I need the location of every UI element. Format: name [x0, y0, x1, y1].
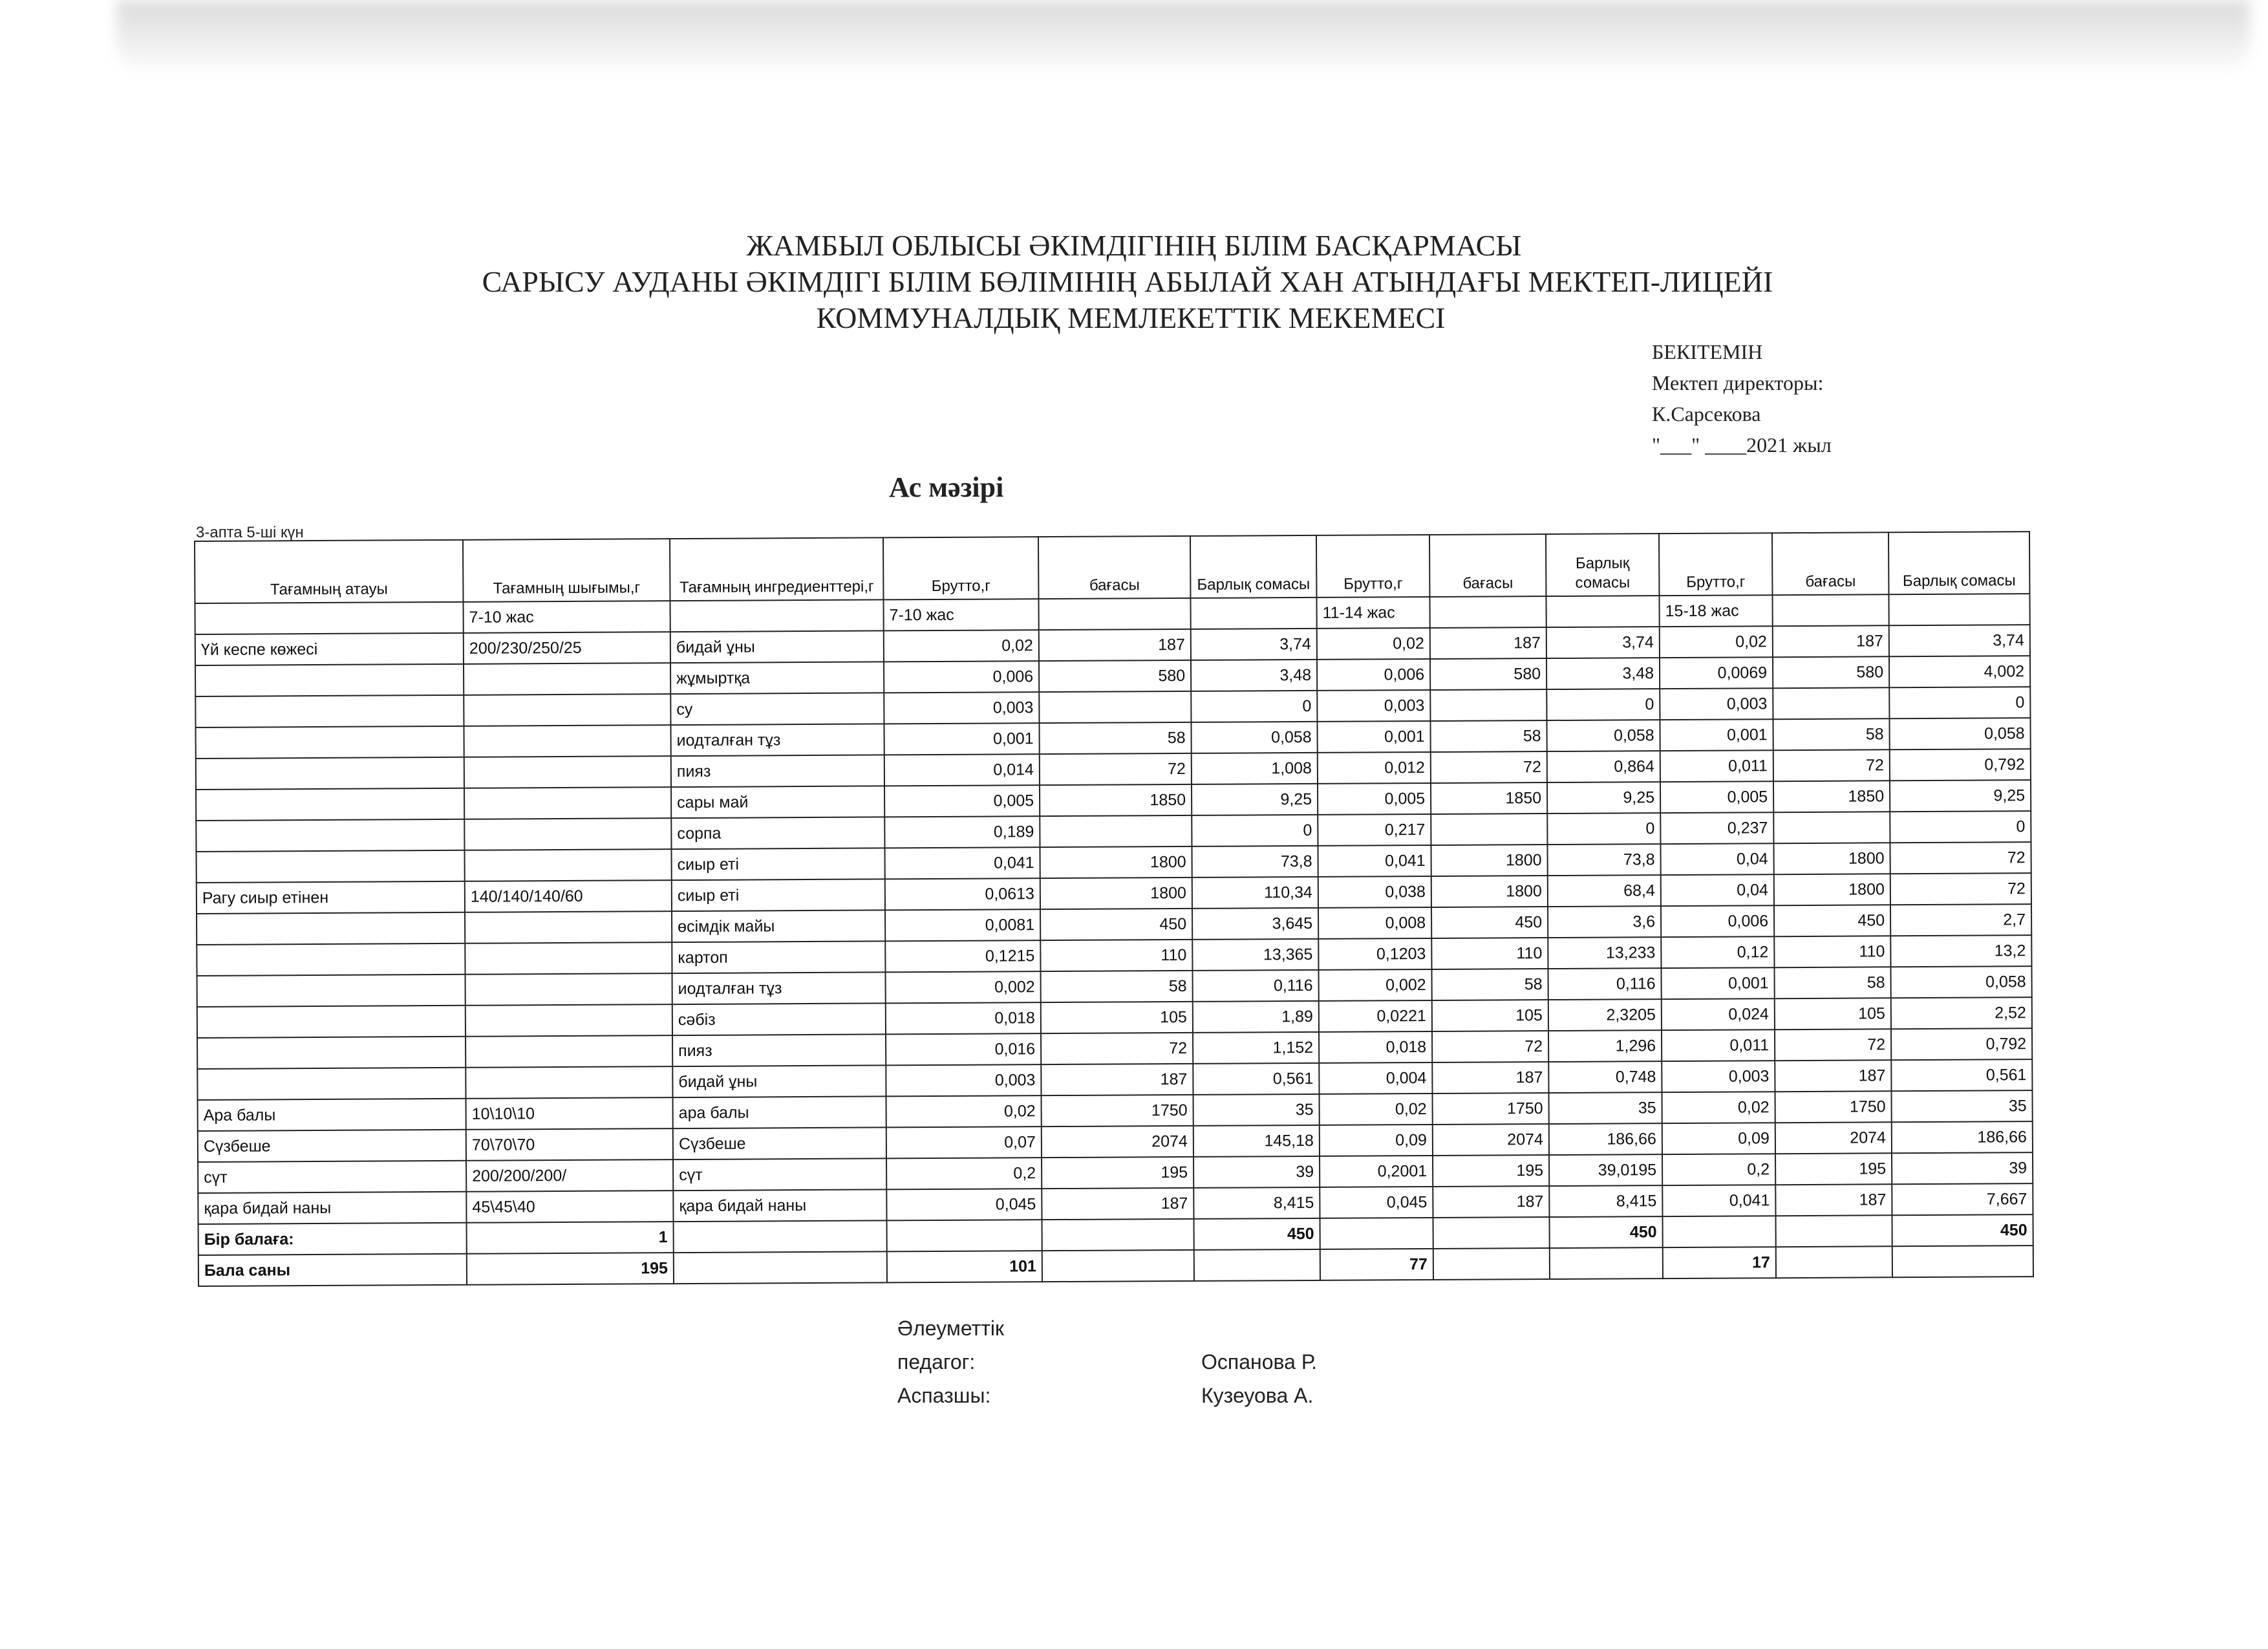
table-cell: 35 — [1193, 1094, 1320, 1126]
table-cell: 35 — [1891, 1090, 2032, 1122]
table-cell: 450 — [1194, 1218, 1320, 1250]
table-cell: 0,011 — [1662, 1029, 1775, 1061]
table-cell: 2074 — [1433, 1124, 1549, 1156]
table-cell — [195, 695, 464, 727]
table-cell — [1773, 687, 1889, 719]
table-cell: 2074 — [1042, 1126, 1193, 1158]
table-body — [195, 594, 2033, 1286]
table-cell: 200/230/250/25 — [464, 632, 670, 664]
table-cell: 0,792 — [1891, 1028, 2032, 1060]
table-cell: 0 — [1546, 689, 1660, 720]
table-cell: 0,041 — [1662, 1185, 1775, 1216]
week-day-label: 3-апта 5-ші күн — [196, 524, 304, 541]
header-cell: Брутто,г — [1316, 535, 1430, 598]
table-cell: 1800 — [1040, 878, 1192, 909]
table-cell — [1892, 1245, 2033, 1277]
table-cell: 195 — [1775, 1153, 1892, 1185]
table-cell: сүт — [673, 1158, 886, 1191]
approval-line-4: "___" ____2021 жыл — [1652, 433, 1832, 457]
table-cell: 0,003 — [884, 692, 1039, 724]
table-cell: 0,045 — [886, 1189, 1042, 1220]
table-cell: 77 — [1320, 1249, 1433, 1280]
table-cell — [1433, 1217, 1550, 1249]
table-cell: 9,25 — [1890, 780, 2031, 812]
table-cell: 0 — [1547, 813, 1660, 845]
table-cell: 187 — [1042, 1188, 1193, 1220]
table-cell — [464, 756, 671, 788]
table-cell: 1 — [467, 1222, 674, 1254]
table-cell: 0,04 — [1661, 874, 1774, 906]
table-cell: 0,561 — [1193, 1063, 1319, 1095]
header-cell: Тағамның шығымы,г — [463, 539, 670, 602]
table-cell: 2,7 — [1890, 904, 2031, 936]
table-cell: өсімдік майы — [672, 910, 885, 942]
table-cell — [1429, 596, 1546, 628]
table-cell — [464, 818, 671, 850]
approval-block — [1652, 336, 1832, 460]
table-cell: сорпа — [671, 817, 884, 849]
table-cell: 0,024 — [1662, 998, 1775, 1030]
table-cell: сары май — [671, 786, 884, 818]
table-cell: 0,02 — [1662, 1092, 1775, 1123]
table-cell: 0,038 — [1318, 876, 1431, 908]
approval-line-1: БЕКІТЕМІН — [1652, 340, 1763, 363]
table-cell: су — [670, 693, 884, 725]
signers-block — [897, 1311, 1460, 1412]
table-cell — [1772, 594, 1888, 626]
table-cell — [1194, 1249, 1320, 1281]
table-cell: 105 — [1775, 998, 1891, 1029]
table-cell: 187 — [1432, 1062, 1548, 1094]
table-cell — [887, 1220, 1042, 1251]
table-cell: 0,018 — [1319, 1031, 1432, 1063]
table-cell — [1038, 598, 1190, 630]
table-cell: 0,006 — [884, 661, 1039, 693]
table-cell: 0,041 — [1318, 845, 1431, 877]
table-cell: 58 — [1774, 967, 1890, 998]
table-cell: 1,008 — [1192, 753, 1318, 784]
approval-line-2: Мектеп директоры: — [1652, 371, 1824, 394]
table-cell: 13,233 — [1548, 937, 1661, 969]
table-cell: 0,09 — [1662, 1123, 1775, 1154]
table-cell — [465, 849, 672, 881]
table-cell: 8,415 — [1193, 1187, 1320, 1219]
table-cell: 0,02 — [1660, 626, 1773, 658]
table-cell: 3,74 — [1191, 629, 1317, 660]
table-cell: 72 — [1041, 1033, 1193, 1064]
table-cell: 0,004 — [1319, 1062, 1432, 1094]
table-cell: 7,667 — [1892, 1183, 2033, 1215]
table-cell — [465, 942, 672, 975]
table-cell: 450 — [1774, 905, 1890, 936]
table-cell: 15-18 жас — [1659, 595, 1772, 627]
table-cell — [1550, 1247, 1663, 1279]
table-cell: сәбіз — [672, 1003, 886, 1035]
table-cell: жұмыртқа — [670, 662, 884, 694]
table-cell: иодталған тұз — [672, 972, 886, 1004]
table-cell: 72 — [1773, 749, 1890, 781]
table-cell: 1800 — [1431, 876, 1548, 907]
table-cell: 186,66 — [1549, 1123, 1662, 1155]
table-cell: 580 — [1039, 660, 1191, 692]
table-cell: 0,02 — [884, 630, 1039, 662]
table-cell: 58 — [1039, 722, 1191, 754]
table-cell: 0,045 — [1320, 1187, 1433, 1218]
table-cell: бидай ұны — [672, 1065, 886, 1097]
header-line-1: ЖАМБЫЛ ОБЛЫСЫ ӘКІМДІГІНІҢ БІЛІМ БАСҚАРМАСЫ — [746, 229, 1522, 262]
table-cell: 0,058 — [1546, 720, 1660, 751]
table-cell: 195 — [467, 1253, 674, 1285]
table-cell: 187 — [1039, 629, 1191, 661]
header-cell: Барлық сомасы — [1888, 532, 2029, 594]
table-cell: 0 — [1191, 691, 1317, 722]
table-cell: 110 — [1040, 940, 1192, 971]
table-cell — [1320, 1218, 1433, 1249]
table-cell: 0 — [1890, 811, 2031, 843]
table-cell: 0,008 — [1318, 907, 1431, 939]
table-cell — [465, 911, 672, 943]
table-cell: 4,002 — [1889, 656, 2030, 687]
table-cell: Рагу сиыр етінен — [197, 881, 465, 914]
table-cell — [1431, 814, 1547, 845]
table-cell — [1042, 1250, 1194, 1282]
table-cell: 0,189 — [884, 816, 1040, 848]
table-cell: 0,0613 — [885, 878, 1040, 910]
table-cell: 17 — [1663, 1247, 1776, 1278]
table-cell: бидай ұны — [670, 630, 884, 663]
table-cell: 10\10\10 — [466, 1097, 673, 1130]
table-cell: 73,8 — [1192, 846, 1318, 878]
table-cell: қара бидай наны — [198, 1192, 466, 1224]
table-cell: 0,001 — [1660, 719, 1773, 751]
header-cell: бағасы — [1038, 536, 1190, 599]
table-cell: 0,0069 — [1660, 657, 1773, 689]
table-cell — [465, 1035, 672, 1068]
table-cell: 1800 — [1431, 845, 1547, 876]
table-cell: 0,2001 — [1320, 1156, 1433, 1187]
table-cell — [197, 1037, 465, 1069]
table-cell — [195, 664, 464, 696]
table-cell: Сүзбеше — [198, 1130, 466, 1162]
header-cell: бағасы — [1429, 534, 1546, 597]
table-cell — [464, 725, 671, 757]
table-cell: 7-10 жас — [464, 601, 670, 633]
table-cell — [464, 663, 670, 695]
table-cell: картоп — [672, 941, 885, 973]
table-cell: 110 — [1431, 938, 1548, 969]
table-cell: 0,003 — [1662, 1061, 1775, 1092]
table-cell: 72 — [1431, 751, 1547, 783]
table-cell: 580 — [1430, 658, 1546, 690]
table-cell: 450 — [1892, 1214, 2033, 1246]
table-cell: 0,02 — [886, 1095, 1042, 1127]
table-cell: сиыр еті — [672, 848, 885, 880]
table-cell: Ара балы — [198, 1099, 466, 1131]
table-cell: 9,25 — [1192, 784, 1318, 815]
table-cell: 0,002 — [1319, 969, 1432, 1001]
table-cell: 187 — [1775, 1060, 1891, 1092]
table-cell: 0,058 — [1191, 722, 1317, 753]
table-cell: 68,4 — [1548, 875, 1661, 907]
table-cell: 58 — [1773, 718, 1889, 750]
table-cell: 195 — [1433, 1155, 1549, 1187]
table-cell: қара бидай наны — [673, 1189, 886, 1222]
role-cook: Аспазшы: — [897, 1384, 991, 1407]
table-cell: сүт — [198, 1161, 466, 1193]
table-cell: 187 — [1773, 625, 1889, 657]
table-cell: 3,48 — [1191, 660, 1317, 691]
table-cell: 9,25 — [1547, 782, 1660, 814]
table-cell: 73,8 — [1547, 844, 1660, 876]
table-cell: 1,152 — [1193, 1032, 1319, 1064]
table-cell: 0,012 — [1318, 752, 1431, 784]
table-cell — [1546, 596, 1659, 627]
table-cell: 0,116 — [1548, 968, 1661, 1000]
table-cell: 70\70\70 — [466, 1128, 673, 1161]
table-cell — [465, 1004, 672, 1037]
table-cell — [196, 757, 464, 790]
table-cell: 72 — [1432, 1031, 1548, 1062]
table-cell — [196, 819, 464, 852]
table-cell: 186,66 — [1892, 1121, 2033, 1153]
table-cell: 0,005 — [1660, 781, 1773, 813]
table-cell — [464, 694, 670, 726]
header-cell: Тағамның ингредиенттері,г — [670, 537, 883, 601]
table-cell: 0,014 — [884, 754, 1040, 786]
table-cell: 39 — [1193, 1156, 1320, 1188]
table-cell: 0,0081 — [885, 909, 1040, 941]
table-cell: 13,2 — [1890, 935, 2031, 967]
table-cell: пияз — [672, 1034, 886, 1066]
table-cell — [1042, 1219, 1194, 1251]
page-title: Ас мәзірі — [889, 471, 1004, 503]
table-cell — [197, 912, 465, 945]
table-cell: 1750 — [1433, 1093, 1549, 1125]
header-cell: Брутто,г — [1659, 533, 1773, 596]
table-cell: 0,058 — [1890, 966, 2031, 998]
table-cell — [1190, 598, 1316, 629]
table-cell: 72 — [1890, 873, 2031, 905]
role-social-pedagog-line-1: Әлеуметтік — [897, 1317, 1004, 1340]
scan-smudge — [116, 0, 2250, 71]
table-cell: Бір балаға: — [198, 1223, 467, 1255]
table-cell: 0,04 — [1660, 843, 1773, 875]
table-cell: 1,89 — [1193, 1001, 1319, 1033]
table-cell — [465, 1066, 672, 1099]
table-cell: 45\45\40 — [466, 1191, 673, 1223]
table-cell: Бала саны — [198, 1254, 467, 1286]
table-cell: 7-10 жас — [883, 599, 1038, 630]
table-cell — [1433, 1248, 1550, 1280]
table-cell: 450 — [1431, 907, 1548, 938]
table-cell — [1776, 1246, 1892, 1278]
table-cell: 0,011 — [1660, 750, 1773, 782]
approval-line-3: К.Сарсекова — [1652, 402, 1761, 426]
header-line-3: КОММУНАЛДЫҚ МЕМЛЕКЕТТІК МЕКЕМЕСІ — [816, 301, 1446, 334]
table-cell: 200/200/200/ — [466, 1159, 673, 1192]
header-cell: Тағамның атауы — [195, 540, 463, 603]
table-cell: 0,237 — [1660, 812, 1773, 844]
table-cell: 187 — [1041, 1064, 1193, 1095]
table-cell: 187 — [1430, 627, 1546, 659]
table-cell: 450 — [1040, 909, 1192, 940]
table-cell: 195 — [1042, 1157, 1193, 1189]
table-cell: 0,003 — [1660, 688, 1773, 720]
table-cell: 11-14 жас — [1316, 597, 1429, 629]
table-cell: 0,1215 — [885, 940, 1040, 972]
table-cell — [197, 943, 465, 976]
table-cell: 0,02 — [1317, 628, 1430, 660]
table-cell: 0 — [1889, 687, 2030, 718]
table-cell — [196, 788, 464, 821]
table-cell: сиыр еті — [672, 879, 885, 911]
table-cell — [1773, 812, 1890, 843]
table-cell: 3,74 — [1546, 627, 1660, 658]
table-cell: 39,0195 — [1549, 1154, 1662, 1186]
table-cell: 0,016 — [886, 1033, 1041, 1065]
table-cell: 1850 — [1040, 784, 1192, 816]
table-cell: 110 — [1774, 936, 1890, 967]
table-cell: 0,005 — [884, 785, 1040, 817]
table-cell: 0,003 — [1317, 690, 1430, 722]
table-cell: 0,748 — [1548, 1061, 1662, 1093]
table-cell — [197, 850, 465, 883]
table-cell: 1,296 — [1548, 1030, 1662, 1062]
table-header-row — [195, 532, 2029, 603]
table-cell: 140/140/140/60 — [465, 880, 672, 912]
signer-name-cook: Кузеуова А. — [1201, 1384, 1314, 1407]
table-cell — [197, 1006, 465, 1038]
table-cell: 0,12 — [1661, 936, 1774, 968]
table-cell: 72 — [1775, 1029, 1891, 1061]
table-cell — [464, 787, 671, 819]
table-cell: 1800 — [1774, 874, 1890, 905]
table-cell: 3,6 — [1548, 906, 1661, 938]
table-cell — [1776, 1215, 1892, 1247]
table-cell: 450 — [1550, 1216, 1663, 1248]
table-cell — [670, 599, 883, 632]
table-cell — [1888, 594, 2029, 625]
table-cell: 0,2 — [886, 1158, 1042, 1189]
table-cell — [1040, 815, 1192, 847]
table-cell: 0,018 — [886, 1002, 1041, 1034]
table-cell: 0,09 — [1320, 1125, 1433, 1156]
table-cell: 72 — [1040, 753, 1192, 785]
table-cell: 0,003 — [886, 1064, 1041, 1096]
header-cell: Барлық сомасы — [1546, 534, 1660, 596]
table-cell: 101 — [887, 1251, 1042, 1282]
table-cell: 0,1203 — [1318, 938, 1431, 970]
table-cell: 0,07 — [886, 1126, 1042, 1158]
table-cell: 2,52 — [1891, 997, 2032, 1029]
table-cell: ара балы — [673, 1096, 886, 1128]
table-cell: 110,34 — [1192, 877, 1318, 909]
table-cell: 0,561 — [1891, 1059, 2032, 1091]
table-cell: 0,116 — [1193, 970, 1319, 1002]
table-cell: 1850 — [1773, 781, 1890, 812]
table-cell: 1750 — [1775, 1091, 1891, 1123]
table-cell: Сүзбеше — [673, 1127, 886, 1159]
table-cell: 580 — [1773, 656, 1889, 688]
table-cell: 58 — [1431, 969, 1548, 1000]
table-cell — [196, 726, 464, 759]
table-cell: 1800 — [1040, 846, 1192, 878]
table-cell: 8,415 — [1549, 1185, 1662, 1217]
table-cell: 0,006 — [1317, 659, 1430, 691]
table-cell: 0,006 — [1661, 905, 1774, 937]
table-cell: 187 — [1433, 1186, 1549, 1218]
table-cell — [195, 602, 464, 634]
header-cell: бағасы — [1772, 532, 1889, 595]
menu-table — [194, 531, 2034, 1287]
table-cell: 0,001 — [884, 723, 1039, 755]
table-cell: пияз — [671, 755, 884, 787]
table-cell: 0,02 — [1320, 1094, 1433, 1125]
table-cell: 1750 — [1042, 1095, 1193, 1126]
table-cell — [1430, 689, 1546, 721]
table-cell — [465, 973, 672, 1006]
table-cell: 72 — [1890, 842, 2031, 874]
table-cell: 35 — [1549, 1092, 1662, 1124]
table-cell — [197, 975, 465, 1007]
table-cell: 0,001 — [1317, 721, 1430, 753]
table-cell: 2,3205 — [1548, 999, 1662, 1031]
table-cell — [197, 1068, 465, 1100]
table-cell: 145,18 — [1193, 1125, 1320, 1157]
table-cell: 0,058 — [1889, 718, 2030, 749]
table-cell: 3,48 — [1546, 658, 1660, 689]
table-cell: 1800 — [1773, 843, 1890, 874]
institution-header — [0, 228, 2268, 336]
table-cell: 0,792 — [1890, 749, 2031, 781]
table-cell: иодталған тұз — [671, 724, 884, 756]
signer-name-pedagog: Оспанова Р. — [1201, 1350, 1317, 1374]
role-social-pedagog-line-2: педагог: — [897, 1350, 976, 1374]
table-cell: 0,001 — [1661, 967, 1774, 999]
table-cell — [674, 1251, 887, 1284]
table-cell: 0,2 — [1662, 1154, 1775, 1185]
table-cell: 13,365 — [1192, 939, 1318, 971]
table-cell: 0,005 — [1318, 783, 1431, 815]
table-cell: 105 — [1432, 1000, 1548, 1031]
table-cell: 3,645 — [1192, 908, 1318, 940]
table-cell: 3,74 — [1889, 625, 2030, 656]
table-cell: 58 — [1041, 971, 1193, 1002]
table-cell — [1039, 691, 1191, 723]
table-cell: 0 — [1192, 815, 1318, 846]
table-cell: 0,0221 — [1319, 1000, 1432, 1032]
table-cell: 39 — [1892, 1152, 2033, 1184]
table-cell: 0,041 — [885, 847, 1040, 879]
table-cell: 0,002 — [886, 971, 1041, 1003]
table-cell: 2074 — [1775, 1122, 1892, 1154]
table-cell: 58 — [1430, 720, 1546, 752]
header-cell: Барлық сомасы — [1190, 535, 1317, 598]
table-cell: Үй кеспе көжесі — [195, 633, 464, 665]
table-cell: 1850 — [1431, 782, 1547, 814]
table-cell: 0,217 — [1318, 814, 1431, 846]
table-cell: 105 — [1041, 1002, 1193, 1033]
table-cell: 0,864 — [1547, 751, 1660, 782]
header-line-2: САРЫСУ АУДАНЫ ӘКІМДІГІ БІЛІМ БӨЛІМІНІҢ АБЫЛАЙ ХАН АТЫНДАҒЫ МЕКТЕП-ЛИЦЕЙІ — [482, 265, 1773, 298]
table-cell: 187 — [1775, 1184, 1892, 1216]
table-cell — [674, 1220, 887, 1253]
header-cell: Брутто,г — [883, 537, 1038, 599]
table-cell — [1663, 1216, 1776, 1247]
